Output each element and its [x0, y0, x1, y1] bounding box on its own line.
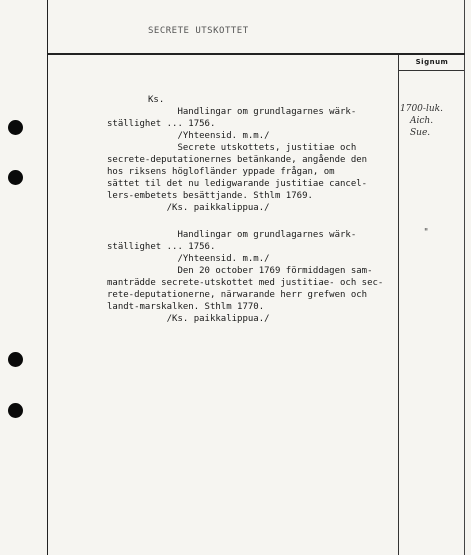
- ditto-mark: ": [424, 228, 429, 238]
- card-left-border: [47, 0, 48, 555]
- entry-line: rete-deputationerne, närwarande herr grefwen och: [107, 290, 368, 300]
- entry-line: /Ks. paikkalippua./: [107, 203, 270, 213]
- entry-line: sättet til det nu ledigwarande justitiae cancel-: [107, 179, 368, 189]
- note-line: 1700-luk.: [400, 104, 443, 114]
- note-line: Aich.: [410, 116, 434, 126]
- signum-column-divider: [398, 55, 399, 555]
- entry-line: hos riksens höglofländer yppade frågan, om: [107, 167, 335, 177]
- handwritten-signum-note: [400, 103, 464, 139]
- entry-line: /Yhteensid. m.m./: [107, 131, 270, 141]
- card-right-border: [464, 0, 465, 555]
- entry-line: ställighet ... 1756.: [107, 242, 216, 252]
- signum-label: Signum: [415, 58, 449, 66]
- entry-line: /Ks. paikkalippua./: [107, 314, 270, 324]
- entry-line: Handlingar om grundlagarnes wärk-: [107, 107, 357, 117]
- entry-line: ställighet ... 1756.: [107, 119, 216, 129]
- note-line: Sue.: [410, 128, 431, 138]
- page-title: SECRETE UTSKOTTET: [148, 26, 249, 36]
- entry-line: /Yhteensid. m.m./: [107, 254, 270, 264]
- entry-line: secrete-deputationernes betänkande, angående den: [107, 155, 368, 165]
- punch-hole: [8, 170, 23, 185]
- entry-line: manträdde secrete-utskottet med justitiae- och sec-: [107, 278, 384, 288]
- punch-hole: [8, 403, 23, 418]
- entry-line: Handlingar om grundlagarnes wärk-: [107, 230, 357, 240]
- catalog-entry-2: [107, 229, 383, 325]
- entry-line: lers-embetets besättjande. Sthlm 1769.: [107, 191, 313, 201]
- catalog-entry-1: [107, 106, 367, 214]
- punch-hole: [8, 352, 23, 367]
- entry-line: Den 20 october 1769 förmiddagen sam-: [107, 266, 373, 276]
- ks-label: Ks.: [148, 95, 165, 105]
- entry-line: landt-marskalken. Sthlm 1770.: [107, 302, 265, 312]
- punch-hole: [8, 120, 23, 135]
- entry-line: Secrete utskottets, justitiae och: [107, 143, 357, 153]
- header-divider: [47, 53, 465, 55]
- signum-header-divider: [398, 70, 464, 71]
